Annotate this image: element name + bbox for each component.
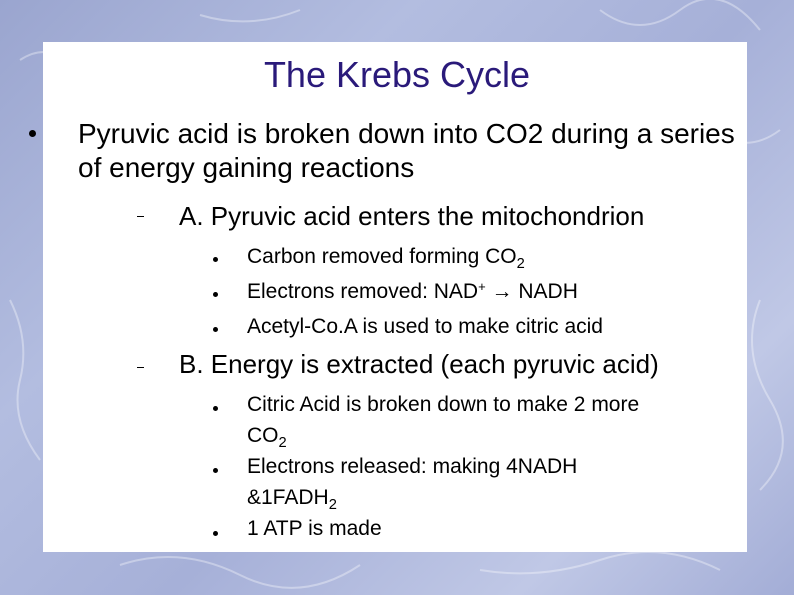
- slide-title: The Krebs Cycle: [263, 54, 531, 95]
- subscript: 2: [328, 497, 337, 514]
- main-bullet-text: Pyruvic acid is broken down into CO2 during a series of energy gaining reactions: [78, 118, 735, 183]
- list-item: [247, 276, 578, 307]
- item-line: Electrons released: making 4NADH: [247, 455, 578, 478]
- subscript: 2: [278, 435, 287, 452]
- list-item: Acetyl-Co.A is used to make citric acid: [247, 315, 603, 338]
- list-item: [247, 451, 717, 513]
- item-text-after: → NADH: [485, 280, 578, 303]
- dash-icon: [137, 367, 144, 368]
- dash-icon: [137, 216, 144, 217]
- section-a-heading: A. Pyruvic acid enters the mitochondrion: [179, 201, 645, 231]
- list-item: 1 ATP is made: [247, 517, 382, 540]
- item-line-2: $CO_2$: [247, 424, 287, 452]
- list-item: [247, 241, 525, 272]
- item-text: Carbon removed forming CO: [247, 245, 517, 268]
- bullet-icon: [213, 406, 218, 411]
- bullet-icon: [213, 292, 218, 297]
- item-text: Electrons removed: NAD: [247, 280, 479, 303]
- section-b-heading: B. Energy is extracted (each pyruvic acid): [179, 349, 659, 379]
- bullet-icon: [213, 257, 218, 262]
- bullet-icon: [213, 327, 218, 332]
- list-item: [247, 389, 717, 451]
- bullet-icon: [29, 130, 36, 137]
- subscript: 2: [516, 256, 525, 273]
- bullet-icon: [213, 531, 218, 536]
- superscript: +: [478, 278, 486, 294]
- bullet-icon: [213, 468, 218, 473]
- item-line: Citric Acid is broken down to make 2 more: [247, 393, 640, 416]
- item-line-2: $\&1FADH_2$: [247, 486, 337, 514]
